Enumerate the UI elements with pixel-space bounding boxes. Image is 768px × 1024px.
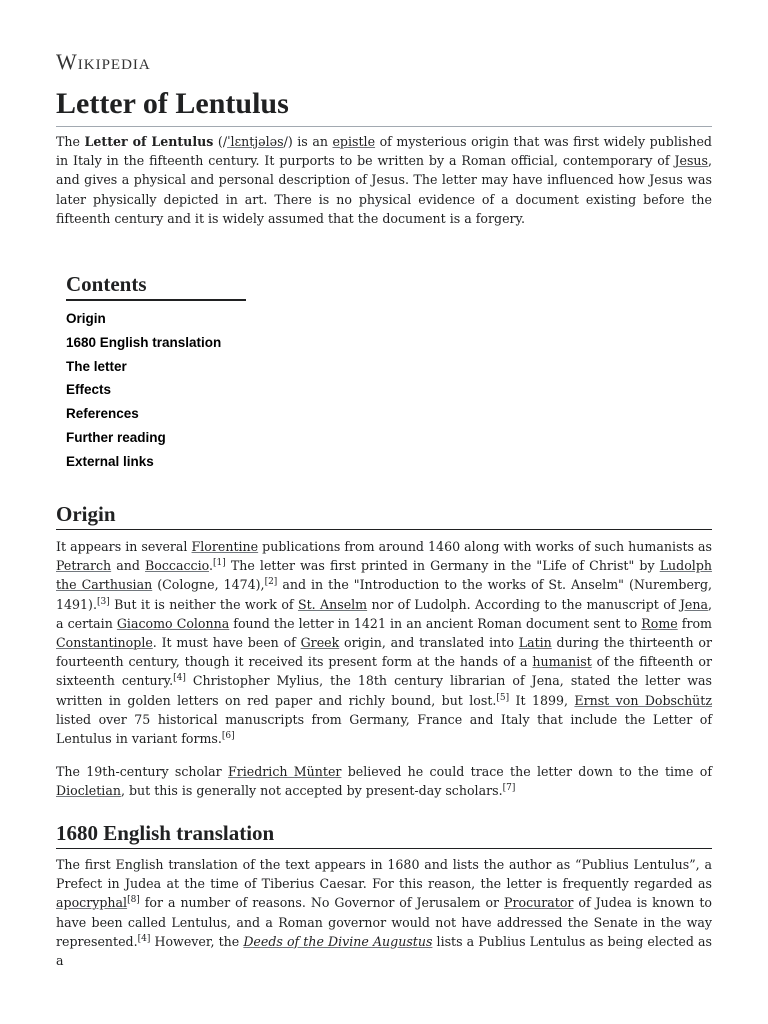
toc-item-references[interactable]: References [66,406,139,422]
citation-ref[interactable]: [1] [213,558,226,569]
link-jesus[interactable]: Jesus [674,153,708,169]
ipa-link[interactable]: ˈlɛntjələs [227,134,284,149]
citation-ref[interactable]: [7] [502,783,516,794]
intro-paragraph: The Letter of Lentulus (/ˈlɛntjələs/) is an epistle of mysterious origin that was first widely published in Italy in the fifteenth century. It purports to be written by a Roman official, contemporary of Jesus, and gives a physical and personal description of Jesus. The letter may have influenced how Jesus was later physically depicted in art. There is no physical evidence of a document existing before the fifteenth century and it is widely assumed that the document is a forgery. [56,134,712,226]
toc-item-origin[interactable]: Origin [66,311,106,326]
citation-ref[interactable]: [4] [137,933,151,944]
link-petrarch[interactable]: Petrarch [56,558,112,574]
link-dobschutz[interactable]: Ernst von Dobschütz [574,692,712,708]
section-heading-translation: 1680 English translation [56,819,712,849]
table-of-contents [66,270,246,474]
citation-ref[interactable]: [6] [221,730,235,741]
link-humanist[interactable]: humanist [532,654,592,670]
link-apocryphal[interactable]: apocryphal [56,895,128,911]
translation-paragraph-1: The first English translation of the text appears in 1680 and lists the author as “Publius Lentulus”, a Prefect in Judea at the time of Tiberius Caesar. For this reason, the letter is frequently regarded as apocryphal[8] for a number of reasons. No Governor of Jerusalem or Procurator of Judea is known to have been called Lentulus, and a Roman governor would not have addressed the Senate in the way represented.[4] However, the Deeds of the Divine Augustus lists a Publius Lentulus as being elected as a [56,857,713,969]
wikipedia-logo[interactable]: Wikipedia [56,49,151,74]
toc-item-effects[interactable]: Effects [66,382,112,398]
link-greek[interactable]: Greek [300,635,340,651]
link-deeds-of-augustus[interactable]: Deeds of the Divine Augustus [243,933,433,949]
link-rome[interactable]: Rome [641,615,678,631]
toc-item-translation[interactable]: 1680 English translation [66,334,222,350]
link-boccaccio[interactable]: Boccaccio [145,558,209,574]
citation-ref[interactable]: [4] [173,673,186,684]
citation-ref[interactable]: [2] [264,577,278,588]
link-colonna[interactable]: Giacomo Colonna [116,615,230,631]
link-anselm[interactable]: St. Anselm [297,596,368,612]
citation-ref[interactable]: [8] [127,895,140,906]
origin-paragraph-1: It appears in several Florentine publications from around 1460 along with works of such humanists as Petrarch and Boccaccio.[1] The letter was first printed in Germany in the "Life of Christ" by Ludolph the Carthusian (Cologne, 1474),[2] and in the "Introduction to the works of St. Anselm" (Nuremberg, 1491).[3] But it is neither the work of St. Anselm nor of Ludolph. According to the manuscript of Jena, a certain Giacomo Colonna found the letter in 1421 in an ancient Roman document sent to Rome from Constantinople. It must have been of Greek origin, and translated into Latin during the thirteenth or fourteenth century, though it received its present form at the hands of a humanist of the fifteenth or sixteenth century.[4] Christopher Mylius, the 18th century librarian of Jena, stated the letter was written in golden letters on red paper and richly bound, but lost.[5] It 1899, Ernst von Dobschütz listed over 75 historical manuscripts from Germany, France and Italy that include the Letter of Lentulus in variant forms.[6] [56,539,713,747]
citation-ref[interactable]: [5] [496,692,510,703]
section-heading-origin: Origin [56,500,712,530]
link-munter[interactable]: Friedrich Münter [227,764,342,779]
link-epistle[interactable]: epistle [332,134,376,149]
link-constantinople[interactable]: Constantinople [56,635,153,651]
toc-item-external-links[interactable]: External links [66,453,154,469]
link-procurator[interactable]: Procurator [504,895,574,911]
origin-paragraph-2: The 19th-century scholar Friedrich Münter believed he could trace the letter down to the time of Diocletian, but this is generally not accepted by present-day scholars.[7] [56,764,712,799]
link-jena[interactable]: Jena [679,596,708,612]
link-ludolph[interactable]: Ludolph the Carthusian [56,558,713,593]
citation-ref[interactable]: [3] [96,596,110,607]
toc-item-the-letter[interactable]: The letter [66,358,127,374]
link-diocletian[interactable]: Diocletian [56,783,121,799]
link-florentine[interactable]: Florentine [191,539,259,554]
bold-term: Letter of Lentulus [84,134,214,149]
toc-item-further-reading[interactable]: Further reading [66,429,166,445]
page-title: Letter of Lentulus [56,84,712,127]
toc-title: Contents [66,270,246,301]
link-latin[interactable]: Latin [518,635,552,651]
